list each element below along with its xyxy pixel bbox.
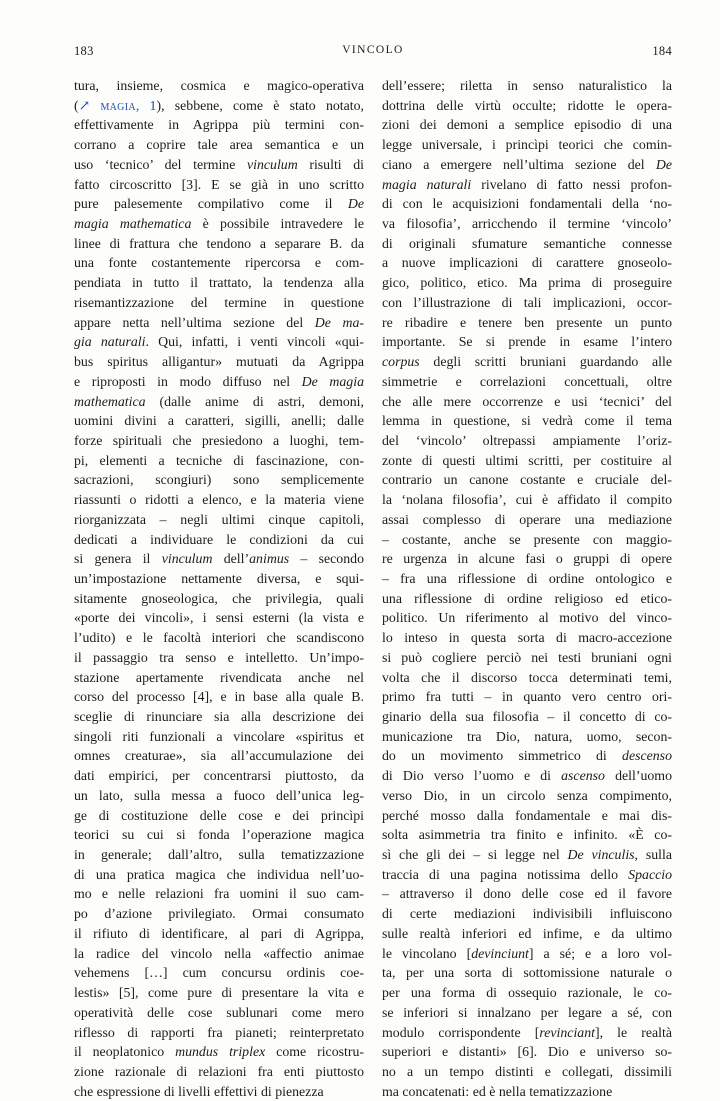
text-line: sulle realtà inferiori ed infime, e da ultimo xyxy=(382,925,672,941)
left-column xyxy=(74,76,364,1101)
text-line: dottrina delle virtù occulte; ridotte le opera- xyxy=(382,97,672,113)
text-line: di certe mediazioni indivisibili influiscono xyxy=(382,906,672,922)
text-line: a nuove implicazioni di carattere gnoseolo- xyxy=(382,255,672,271)
text-line: lemma in questione, si vedrà come il tema xyxy=(382,413,672,429)
text-line: ge di costituzione delle cose e dei princìpi xyxy=(74,807,364,823)
text-line: di con le acquisizioni fondamentali della ‘no- xyxy=(382,196,672,212)
text-line: (↗ magia, 1), sebbene, come è stato notato, xyxy=(74,97,365,113)
text-line: il rifiuto di identificare, al pari di Agrippa, xyxy=(74,925,364,941)
right-column xyxy=(382,76,672,1101)
text-line: corrano a coprire tale area semantica e un xyxy=(74,137,364,153)
text-line: e riproposti in modo diffuso nel De magia xyxy=(74,373,364,389)
text-line: – costante, anche se presente con maggio- xyxy=(382,531,672,547)
text-line: dedicati a individuare le condizioni da cui xyxy=(74,531,364,547)
text-line: re urgenza in alcune fasi o gruppi di opere xyxy=(382,551,672,567)
text-line: di Dio verso l’uomo e di ascenso dell’uomo xyxy=(382,768,672,784)
text-line: la ‘nolana filosofia’, cui è affidato il compito xyxy=(382,492,672,508)
text-line: riorganizzata – negli ultimi cinque capitoli, xyxy=(74,511,364,527)
text-line: mo e nelle relazioni fra uomini il suo cam- xyxy=(74,886,364,902)
text-line: linee di frattura che tendono a separare B. da xyxy=(74,235,364,251)
text-line: in generale; dall’altro, sulla tematizzazione xyxy=(74,847,364,863)
text-line: zione razionale di relazioni fra enti piuttosto xyxy=(74,1063,364,1079)
text-line: forze spirituali che presiedono a luoghi, tem- xyxy=(74,432,364,448)
text-line: mathematica (dalle anime di astri, demoni, xyxy=(74,393,364,409)
text-line: volta che il discorso tocca determinati temi, xyxy=(382,669,672,685)
text-line: si genera il vinculum dell’animus – secondo xyxy=(74,551,364,567)
text-line: importante. Se si prende in esame l’intero xyxy=(382,334,672,350)
text-line: pure palesemente compilativo come il De xyxy=(74,196,364,212)
text-line: operatività delle cose sublunari come mero xyxy=(74,1004,364,1020)
text-line: singoli riti funzionali a vincolare «spiritus et xyxy=(74,728,364,744)
text-line: se inferiori si innalzano per legare a sé, con xyxy=(382,1004,672,1020)
text-line: simmetrie e correlazioni concettuali, oltre xyxy=(382,373,672,389)
text-line: traccia di una pagina notissima dello Spaccio xyxy=(382,866,672,882)
text-line: riflesso di rapporti fra pianeti; reinterpretato xyxy=(74,1024,364,1040)
text-line: con l’illustrazione di tali implicazioni, occor- xyxy=(382,294,672,310)
text-line: do un movimento simmetrico di descenso xyxy=(382,748,672,764)
running-title: VINCOLO xyxy=(342,44,404,56)
text-line: per una forma di ossequio razionale, le co- xyxy=(382,985,672,1001)
text-line: riassunti o ridotti a elenco, e la materia viene xyxy=(74,492,364,508)
text-line: dati empirici, per concentrarsi piuttosto, da xyxy=(74,768,364,784)
text-line: un’impostazione nettamente diversa, e squi- xyxy=(74,570,364,586)
text-line: zonte di questi ultimi scritti, per costituire al xyxy=(382,452,672,468)
text-line: sì che gli dei – si legge nel De vinculis, sulla xyxy=(382,847,672,863)
text-line: tura, insieme, cosmica e magico-operativa xyxy=(74,78,364,93)
running-header xyxy=(74,44,672,64)
text-line: superiori e distanti» [6]. Dio e universo so- xyxy=(382,1044,672,1060)
text-line: contrario un canone costante e cruciale del- xyxy=(382,472,672,488)
text-line: di una pratica magica che individua nell’uo- xyxy=(74,866,364,882)
text-line: risemantizzazione del termine in questione xyxy=(74,294,364,310)
text-line: appare netta nell’ultima sezione del De ma- xyxy=(74,314,364,330)
cross-reference-link[interactable]: ↗ magia, 1 xyxy=(78,97,157,113)
text-line: uso ‘tecnico’ del termine vinculum risulti di xyxy=(74,156,364,172)
text-line: – fra una riflessione di ordine ontologico e xyxy=(382,570,672,586)
text-line: modulo corrispondente [revinciant], le realtà xyxy=(382,1024,672,1040)
text-line: fatto circoscritto [3]. E se già in uno scritto xyxy=(74,176,364,192)
text-line: magia mathematica è possibile intravedere le xyxy=(74,216,364,232)
text-line: vehemens […] cum concursu ordinis coe- xyxy=(74,965,364,981)
text-line: ginario della sua filosofia – il concetto di co- xyxy=(382,709,672,724)
text-line: corso del processo [4], e in base alla quale B. xyxy=(74,689,364,705)
text-line: – attraverso il dono delle cose ed il favore xyxy=(382,886,672,902)
text-line: legge universale, i princìpi teorici che comin- xyxy=(382,137,672,153)
text-line: municazione tra Dio, natura, uomo, secon- xyxy=(382,728,672,744)
text-line: pendiata in tutto il trattato, la tendenza alla xyxy=(74,275,364,291)
text-line: lestis» [5], come pure di presentare la vita e xyxy=(74,985,364,1001)
text-line: gico, politico, etico. Ma prima di proseguire xyxy=(382,275,672,291)
text-line: ma concatenati: ed è nella tematizzazione xyxy=(382,1083,613,1099)
text-line: no a un tempo distinti e collegati, dissimili xyxy=(382,1063,672,1079)
text-line: si può cogliere perciò nei testi bruniani ogni xyxy=(382,649,672,665)
text-line: va filosofia’, arricchendo il termine ‘vincolo’ xyxy=(382,216,672,232)
text-line: l’udito) e le facoltà interiori che scandiscono xyxy=(74,630,364,646)
text-line: magia naturali rivelano di fatto nessi profon- xyxy=(382,176,672,192)
text-line: il passaggio tra senso e intelletto. Un’impo- xyxy=(74,649,364,665)
text-line: perché mosso dalla fondamentale e mai dis- xyxy=(382,807,672,823)
text-line: pi, elementi a tecniche di fascinazione, con- xyxy=(74,452,364,468)
text-line: effettivamente in Agrippa più termini con- xyxy=(74,117,364,133)
text-line: un lato, sulla messa a fuoco dell’unica leg- xyxy=(74,787,364,803)
text-line: verso Dio, in un circolo senza compimento, xyxy=(382,787,672,803)
text-line: una fonte costantemente ripercorsa e com- xyxy=(74,255,364,271)
text-line: che alle mere occorrenze e usi ‘tecnici’ del xyxy=(382,393,672,409)
text-line: dell’essere; riletta in senso naturalistico la xyxy=(382,78,672,93)
text-line: gia naturali. Qui, infatti, i venti vincoli «qui- xyxy=(74,334,364,350)
text-line: solta asimmetria tra finito e infinito. «È co- xyxy=(382,827,672,843)
text-line: lo inteso in questa sorta di macro-accezione xyxy=(382,630,672,646)
text-line: la radice del vincolo nella «affectio animae xyxy=(74,945,364,961)
text-line: teorici su cui si fonda l’operazione magica xyxy=(74,827,364,843)
text-line: stazione apertamente rivendicata anche nel xyxy=(74,669,364,685)
text-line: zioni dei demoni a semplice episodio di una xyxy=(382,117,672,133)
text-line: omnes creaturae», sia all’accumulazione dei xyxy=(74,748,364,764)
text-line: ta, per una sorta di sottomissione naturale o xyxy=(382,965,672,981)
text-line: uomini divini a caratteri, sigilli, anelli; dalle xyxy=(74,413,364,429)
text-line: il neoplatonico mundus triplex come ricostru- xyxy=(74,1044,364,1060)
text-line: che espressione di livelli effettivi di pienezza xyxy=(74,1083,324,1099)
text-line: primo fra tutti – in quanto vero centro ori- xyxy=(382,689,672,705)
text-line: sceglie di rinunciare sia alla descrizione dei xyxy=(74,709,364,724)
page-number-right: 184 xyxy=(652,44,672,58)
page-number-left: 183 xyxy=(74,44,94,58)
text-line: po d’azione privilegiato. Ormai consumato xyxy=(74,906,364,922)
text-line: assai complesso di operare una mediazione xyxy=(382,511,672,527)
text-line: le vincolano [devinciunt] a sé; e a loro vol- xyxy=(382,945,672,961)
text-line: sacrazioni, scongiuri) sono semplicemente xyxy=(74,472,364,488)
text-line: ciano a emergere nell’ultima sezione del De xyxy=(382,156,672,172)
text-line: «porte dei vincoli», i sensi esterni (la vista e xyxy=(74,610,364,626)
text-line: bus spiritus alligantur» mutuati da Agrippa xyxy=(74,354,364,370)
text-line: corpus degli scritti bruniani guardando alle xyxy=(382,354,672,370)
text-line: una riflessione di ordine religioso ed etico- xyxy=(382,590,672,606)
text-line: di originali sfumature semantiche connesse xyxy=(382,235,672,251)
text-line: sitamente gnoseologica, che privilegia, quali xyxy=(74,590,364,606)
text-line: del ‘vincolo’ oltrepassi ampiamente l’oriz- xyxy=(382,432,672,448)
text-line: re ribadire e tenere ben presente un punto xyxy=(382,314,672,330)
text-line: politico. Un riferimento al motivo del vinco- xyxy=(382,610,672,626)
